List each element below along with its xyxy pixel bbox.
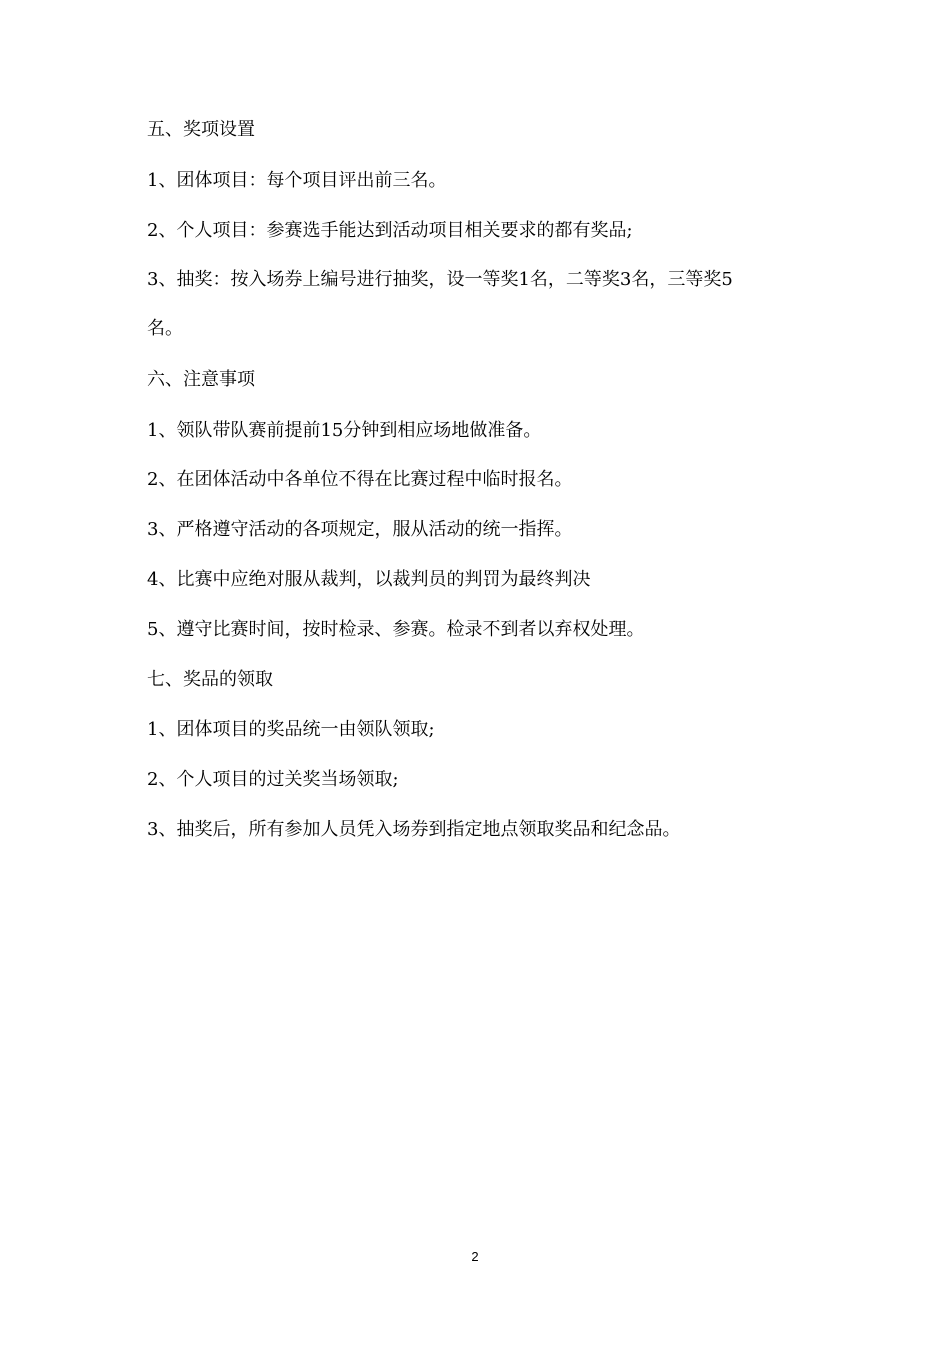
paragraph: 2、个人项目的过关奖当场领取; [147, 769, 399, 790]
section-heading: 六、注意事项 [147, 369, 255, 390]
paragraph: 3、严格遵守活动的各项规定，服从活动的统一指挥。 [147, 519, 573, 540]
paragraph-continuation: 名。 [147, 318, 183, 339]
paragraph: 2、在团体活动中各单位不得在比赛过程中临时报名。 [147, 469, 573, 490]
paragraph: 1、团体项目：每个项目评出前三名。 [147, 170, 447, 191]
page-number: 2 [471, 1249, 479, 1264]
paragraph: 3、抽奖：按入场券上编号进行抽奖，设一等奖1名，二等奖3名，三等奖5 [147, 269, 733, 290]
paragraph: 3、抽奖后，所有参加人员凭入场券到指定地点领取奖品和纪念品。 [147, 819, 681, 840]
paragraph: 4、比赛中应绝对服从裁判，以裁判员的判罚为最终判决 [147, 569, 591, 590]
paragraph: 2、个人项目：参赛选手能达到活动项目相关要求的都有奖品; [147, 220, 633, 241]
paragraph: 1、领队带队赛前提前15分钟到相应场地做准备。 [147, 420, 542, 441]
section-heading: 七、奖品的领取 [147, 669, 273, 690]
section-heading: 五、奖项设置 [147, 119, 255, 140]
paragraph: 5、遵守比赛时间，按时检录、参赛。检录不到者以弃权处理。 [147, 619, 645, 640]
paragraph: 1、团体项目的奖品统一由领队领取; [147, 719, 435, 740]
